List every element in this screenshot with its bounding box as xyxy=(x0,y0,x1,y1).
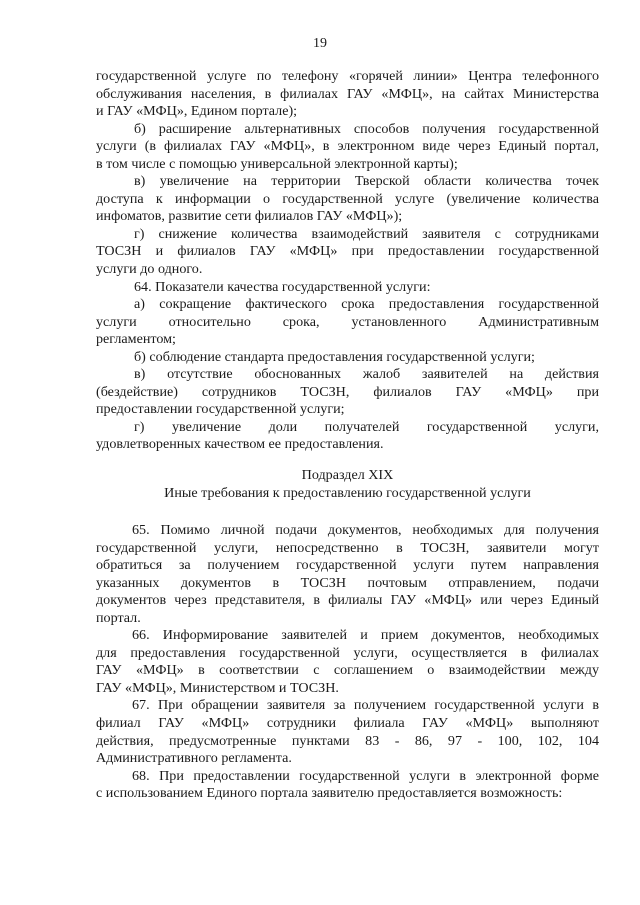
page-number: 19 xyxy=(313,36,327,51)
text-line: государственной услуге по телефону «горячей линии» Центра телефонного xyxy=(96,68,599,84)
text-line: а) сокращение фактического срока предоставления государственной xyxy=(134,296,599,313)
text-line: действия, предусмотренные пунктами 83 - 86, 97 - 100, 102, 104 xyxy=(96,732,599,749)
text-line: услуги относительно срока, установленного Административным xyxy=(96,313,599,330)
text-line: б) соблюдение стандарта предоставления государственной услуги; xyxy=(134,348,535,365)
text-line: 66. Информирование заявителей и прием документов, необходимых xyxy=(132,627,599,644)
text-line: 65. Помимо личной подачи документов, необходимых для получения xyxy=(132,522,599,538)
text-line: в том числе с помощью универсальной электронной карты); xyxy=(96,155,458,172)
text-line: и ГАУ «МФЦ», Едином портале); xyxy=(96,103,298,120)
text-line: 68. При предоставлении государственной услуги в электронной форме xyxy=(132,767,599,784)
text-line: портал. xyxy=(96,609,141,626)
text-line: обратиться за получением государственной услуги путем направления xyxy=(96,557,599,574)
text-line: г) увеличение доли получателей государственной услуги, xyxy=(134,418,599,435)
text-line: с использованием Единого портала заявителю предоставляется возможность: xyxy=(96,785,563,802)
text-line: Административного регламента. xyxy=(96,750,292,767)
text-line: ГАУ «МФЦ» в соответствии с соглашением о взаимодействии между xyxy=(96,662,599,679)
text-line: в) увеличение на территории Тверской области количества точек xyxy=(134,173,599,190)
text-line: указанных документов в ТОСЗН почтовым отправлением, подачи xyxy=(96,574,599,591)
text-line: государственной услуги, непосредственно в ТОСЗН, заявители могут xyxy=(96,539,599,556)
text-line: услуги до одного. xyxy=(96,261,203,278)
text-line: г) снижение количества взаимодействий заявителя с сотрудниками xyxy=(134,225,599,242)
text-line: в) отсутствие обоснованных жалоб заявителей на действия xyxy=(134,366,599,383)
text-line: ГАУ «МФЦ», Министерством и ТОСЗН. xyxy=(96,679,339,696)
text-line: удовлетворенных качеством ее предоставления. xyxy=(96,436,384,453)
text-line: доступа к информации о государственной услуге (увеличение количества xyxy=(96,190,599,207)
subsection-subtitle: Иные требования к предоставлению государственной услуги xyxy=(164,484,531,501)
text-line: услуги (в филиалах ГАУ «МФЦ», в электронном виде через Единый портал, xyxy=(96,138,599,155)
text-line: для предоставления государственной услуги, осуществляется в филиалах xyxy=(96,644,599,661)
text-line: инфоматов, развитие сети филиалов ГАУ «МФЦ»); xyxy=(96,208,403,225)
text-line: филиал ГАУ «МФЦ» сотрудники филиала ГАУ «МФЦ» выполняют xyxy=(96,715,599,732)
text-line: 67. При обращении заявителя за получением государственной услуги в xyxy=(132,697,599,714)
text-line: (бездействие) сотрудников ТОСЗН, филиалов ГАУ «МФЦ» при xyxy=(96,383,599,400)
text-line: документов через представителя, в филиалы ГАУ «МФЦ» или через Единый xyxy=(96,592,599,609)
text-block-other-requirements xyxy=(96,522,599,803)
text-block-quality-indicators xyxy=(96,68,599,454)
text-line: обслуживания населения, в филиалах ГАУ «МФЦ», на сайтах Министерства xyxy=(96,85,599,102)
text-line: б) расширение альтернативных способов получения государственной xyxy=(134,120,599,137)
text-line: ТОСЗН и филиалов ГАУ «МФЦ» при предоставлении государственной xyxy=(96,243,599,260)
text-line: предоставлении государственной услуги; xyxy=(96,401,345,418)
text-line: регламентом; xyxy=(96,331,176,348)
subsection-title: Подраздел XIX xyxy=(301,467,394,483)
subsection-heading xyxy=(96,467,599,502)
text-line: 64. Показатели качества государственной услуги: xyxy=(134,278,431,295)
